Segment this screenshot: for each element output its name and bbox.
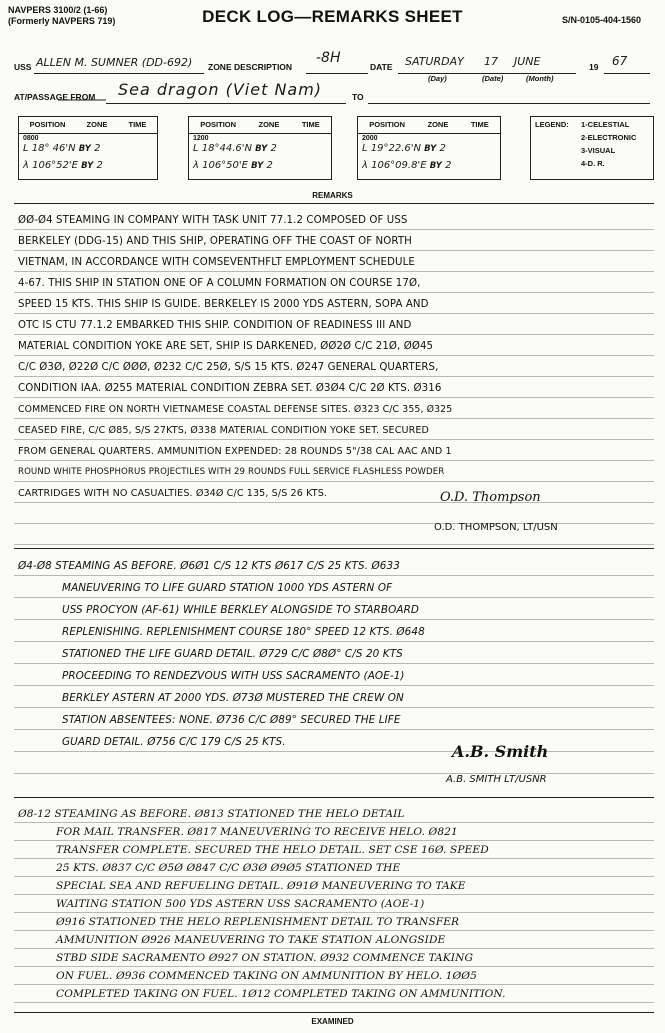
entry-line: SPECIAL SEA AND REFUELING DETAIL. Ø91Ø MANEUVERING TO TAKE xyxy=(56,880,466,892)
position-time: 0800 xyxy=(23,135,39,142)
day-value: SATURDAY xyxy=(405,55,464,68)
ruled-line xyxy=(14,355,654,356)
day-caption: (Day) xyxy=(428,74,447,83)
year-prefix: 19 xyxy=(589,62,599,72)
ruled-line xyxy=(14,544,654,545)
entry-line: MANEUVERING TO LIFE GUARD STATION 1000 YDS ASTERN OF xyxy=(62,582,393,594)
zone-value: -8H xyxy=(316,50,341,66)
entry-line: Ø916 STATIONED THE HELO REPLENISHMENT DETAIL TO TRANSFER xyxy=(56,916,460,928)
entry-line: STBD SIDE SACRAMENTO Ø927 ON STATION. Ø932 COMMENCE TAKING xyxy=(56,952,474,964)
examined-label: EXAMINED xyxy=(311,1017,354,1026)
entry-line: BERKLEY ASTERN AT 2000 YDS. Ø73Ø MUSTERED THE CREW ON xyxy=(62,692,404,704)
legend-title: LEGEND: xyxy=(535,120,569,129)
entry-line: AMMUNITION Ø926 MANEUVERING TO TAKE STATION ALONGSIDE xyxy=(56,934,446,946)
entry-line: FROM GENERAL QUARTERS. AMMUNITION EXPENDED: 28 ROUNDS 5"/38 CAL AAC AND 1 xyxy=(18,446,452,457)
entry-line: ØØ-Ø4 STEAMING IN COMPANY WITH TASK UNIT 77.1.2 COMPOSED OF USS xyxy=(18,215,408,226)
ruled-line xyxy=(14,619,654,620)
entry-line: COMPLETED TAKING ON FUEL. 1Ø12 COMPLETED TAKING ON AMMUNITION. xyxy=(56,988,506,1000)
ruled-line xyxy=(14,685,654,686)
entry-line: OTC IS CTU 77.1.2 EMBARKED THIS SHIP. CONDITION OF READINESS III AND xyxy=(18,320,412,331)
legend-box xyxy=(530,116,654,180)
signature: O.D. Thompson xyxy=(440,490,541,505)
entry-line: WAITING STATION 500 YDS ASTERN USS SACRAMENTO (AOE-1) xyxy=(56,898,425,910)
ruled-line xyxy=(14,376,654,377)
date-value: 17 xyxy=(484,55,498,68)
entry-line: FOR MAIL TRANSFER. Ø817 MANEUVERING TO RECEIVE HELO. Ø821 xyxy=(56,826,458,838)
position-box-0800: POSITION ZONE TIME 0800 L 18° 46'N BY 2 λ 106°52'E BY 2 xyxy=(18,116,158,180)
entry-line: Ø8-12 STEAMING AS BEFORE. Ø813 STATIONED THE HELO DETAIL xyxy=(18,808,405,820)
month-caption: (Month) xyxy=(526,74,554,83)
year-value: 67 xyxy=(612,54,628,68)
position-box-1200: POSITION ZONE TIME 1200 L 18°44.6'N BY 2 λ 106°50'E BY 2 xyxy=(188,116,332,180)
ruled-line xyxy=(14,271,654,272)
entry-line: GUARD DETAIL. Ø756 C/C 179 C/S 25 KTS. xyxy=(62,736,286,748)
ruled-line xyxy=(14,575,654,576)
ruled-line xyxy=(14,502,654,503)
ruled-line xyxy=(14,858,654,859)
entry-line: BERKELEY (DDG-15) AND THIS SHIP, OPERATING OFF THE COAST OF NORTH xyxy=(18,236,412,247)
signature: A.B. Smith xyxy=(452,742,549,761)
date-caption: (Date) xyxy=(482,74,504,83)
entry-line: STATION ABSENTEES: NONE. Ø736 C/C Ø89° SECURED THE LIFE xyxy=(62,714,401,726)
entry-line: USS PROCYON (AF-61) WHILE BERKLEY ALONGSIDE TO STARBOARD xyxy=(62,604,419,616)
ruled-line xyxy=(14,912,654,913)
entry-line: TRANSFER COMPLETE. SECURED THE HELO DETAIL. SET CSE 16Ø. SPEED xyxy=(56,844,489,856)
entry-line: ROUND WHITE PHOSPHORUS PROJECTILES WITH 29 ROUNDS FULL SERVICE FLASHLESS POWDER xyxy=(18,467,445,477)
entry-line: VIETNAM, IN ACCORDANCE WITH COMSEVENTHFLT EMPLOYMENT SCHEDULE xyxy=(18,257,415,268)
ruled-line xyxy=(14,948,654,949)
ruled-line xyxy=(14,597,654,598)
entry-line: PROCEEDING TO RENDEZVOUS WITH USS SACRAMENTO (AOE-1) xyxy=(62,670,405,682)
ruled-line xyxy=(14,876,654,877)
signer-name: O.D. THOMPSON, LT/USN xyxy=(434,522,558,533)
signer-name: A.B. SMITH LT/USNR xyxy=(446,774,547,785)
ruled-line xyxy=(14,292,654,293)
position-time: 1200 xyxy=(193,135,209,142)
entry-line: MATERIAL CONDITION YOKE ARE SET, SHIP IS DARKENED, ØØ2Ø C/C 21Ø, ØØ45 xyxy=(18,341,434,352)
entry-line: Ø4-Ø8 STEAMING AS BEFORE. Ø6Ø1 C/S 12 KTS Ø617 C/S 25 KTS. Ø633 xyxy=(18,560,400,572)
ruled-line xyxy=(14,751,654,752)
entry-line: CEASED FIRE, C/C Ø85, S/S 27KTS, Ø338 MATERIAL CONDITION YOKE SET. SECURED xyxy=(18,425,430,436)
ruled-line xyxy=(14,773,654,774)
date-label: DATE xyxy=(370,62,393,72)
ruled-line xyxy=(14,707,654,708)
stock-number: S/N-0105-404-1560 xyxy=(561,15,641,25)
entry-line: ON FUEL. Ø936 COMMENCED TAKING ON AMMUNITION BY HELO. 1ØØ5 xyxy=(56,970,477,982)
ruled-line xyxy=(14,250,654,251)
entry-line: 4-67. THIS SHIP IN STATION ONE OF A COLUMN FORMATION ON COURSE 17Ø, xyxy=(18,278,421,289)
entry-line: SPEED 15 KTS. THIS SHIP IS GUIDE. BERKELEY IS 2000 YDS ASTERN, SOPA AND xyxy=(18,299,429,310)
form-id: NAVPERS 3100/2 (1-66) (Formerly NAVPERS 719) xyxy=(8,5,116,26)
ruled-line xyxy=(14,523,654,524)
legend-item: 3-VISUAL xyxy=(581,146,616,155)
ship-name: ALLEN M. SUMNER (DD-692) xyxy=(36,56,193,69)
uss-label: USS xyxy=(14,62,32,72)
ruled-line xyxy=(14,229,654,230)
ruled-line xyxy=(14,313,654,314)
ruled-line xyxy=(14,334,654,335)
legend-item: 4-D. R. xyxy=(581,159,605,168)
remarks-title: REMARKS xyxy=(312,191,353,200)
position-time: 2000 xyxy=(362,135,378,142)
ruled-line xyxy=(14,822,654,823)
position-box-2000: POSITION ZONE TIME 2000 L 19°22.6'N BY 2 λ 106°09.8'E BY 2 xyxy=(357,116,501,180)
form-title: DECK LOG—REMARKS SHEET xyxy=(202,7,463,26)
ruled-line xyxy=(14,439,654,440)
ruled-line xyxy=(14,418,654,419)
entry-line: 25 KTS. Ø837 C/C Ø5Ø Ø847 C/C Ø3Ø Ø9Ø5 STATIONED THE xyxy=(56,862,401,874)
ruled-line xyxy=(14,930,654,931)
entry-line: C/C Ø3Ø, Ø22Ø C/C ØØØ, Ø232 C/C 25Ø, S/S 15 KTS. Ø247 GENERAL QUARTERS, xyxy=(18,362,439,373)
ruled-line xyxy=(14,894,654,895)
ruled-line xyxy=(14,729,654,730)
entry-line: REPLENISHING. REPLENISHMENT COURSE 180° SPEED 12 KTS. Ø648 xyxy=(62,626,425,638)
strikethrough-mark xyxy=(58,97,106,103)
ruled-line xyxy=(14,460,654,461)
entry-line: CARTRIDGES WITH NO CASUALTIES. Ø34Ø C/C 135, S/S 26 KTS. xyxy=(18,488,328,499)
at-passage-label: AT/PASSAGE FROM xyxy=(14,92,96,102)
ruled-line xyxy=(14,984,654,985)
to-label: TO xyxy=(352,92,364,102)
ruled-line xyxy=(14,840,654,841)
ruled-line xyxy=(14,641,654,642)
legend-item: 2-ELECTRONIC xyxy=(581,133,637,142)
zone-label: ZONE DESCRIPTION xyxy=(208,62,293,72)
legend-item: 1-CELESTIAL xyxy=(581,120,630,129)
entry-line: COMMENCED FIRE ON NORTH VIETNAMESE COASTAL DEFENSE SITES. Ø323 C/C 355, Ø325 xyxy=(18,404,453,415)
at-passage-value: Sea dragon (Viet Nam) xyxy=(118,80,323,99)
ruled-line xyxy=(14,481,654,482)
ruled-line xyxy=(14,1002,654,1003)
entry-line: STATIONED THE LIFE GUARD DETAIL. Ø729 C/C Ø8Ø° C/S 20 KTS xyxy=(62,648,403,660)
month-value: JUNE xyxy=(514,55,541,68)
ruled-line xyxy=(14,966,654,967)
ruled-line xyxy=(14,397,654,398)
entry-line: CONDITION IAA. Ø255 MATERIAL CONDITION ZEBRA SET. Ø3Ø4 C/C 2Ø KTS. Ø316 xyxy=(18,383,442,394)
ruled-line xyxy=(14,663,654,664)
